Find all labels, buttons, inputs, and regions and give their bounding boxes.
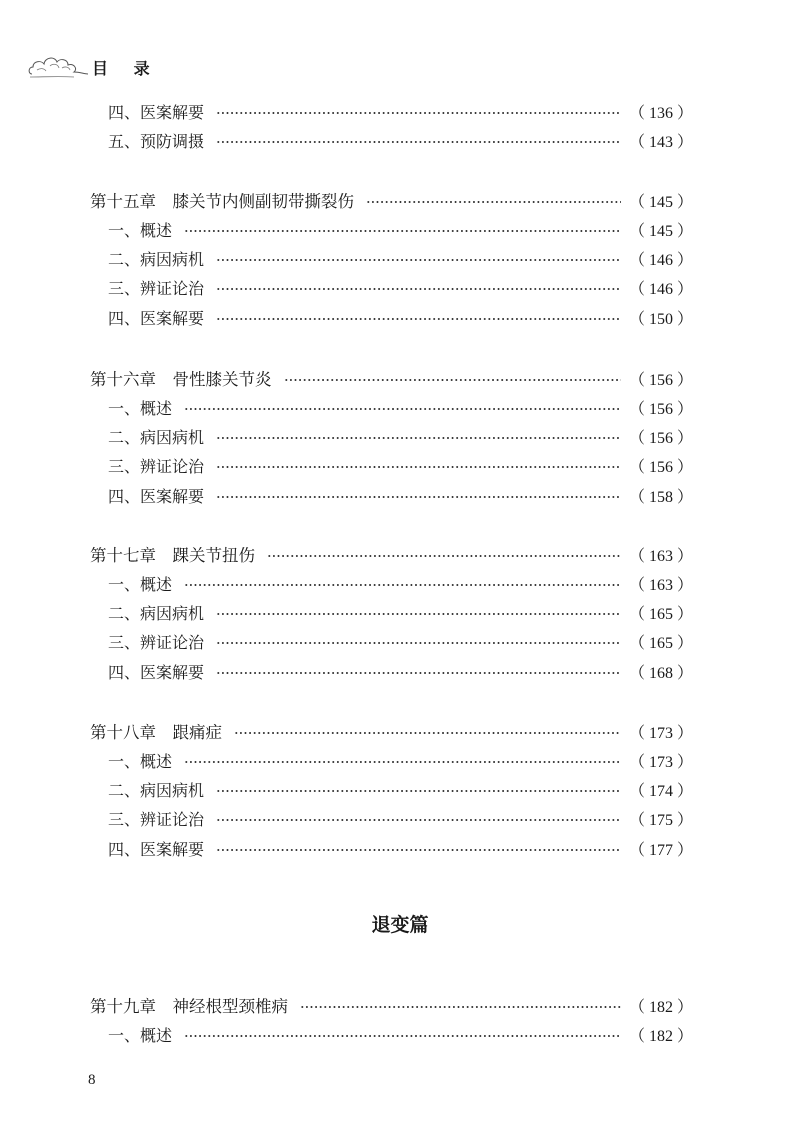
dot-leader bbox=[267, 555, 621, 557]
dot-leader bbox=[184, 584, 621, 586]
dot-leader bbox=[216, 849, 621, 851]
page-reference: （ 156 ） bbox=[628, 429, 693, 447]
toc-section-row[interactable] bbox=[108, 99, 693, 123]
toc-chapter-row[interactable] bbox=[90, 188, 693, 212]
section-label: 三、辨证论治 bbox=[108, 632, 205, 652]
page-reference: （ 182 ） bbox=[628, 1027, 693, 1045]
page-reference: （ 145 ） bbox=[628, 222, 693, 240]
dot-leader bbox=[216, 790, 621, 792]
chapter-label: 第十八章 跟痛症 bbox=[90, 723, 222, 742]
toc-section-row[interactable] bbox=[108, 571, 693, 595]
toc-section-row[interactable] bbox=[108, 748, 693, 772]
section-label: 一、概述 bbox=[108, 398, 173, 418]
toc-section-row[interactable] bbox=[108, 275, 693, 299]
dot-leader bbox=[234, 732, 621, 734]
toc-section-row[interactable] bbox=[108, 128, 693, 152]
section-label: 三、辨证论治 bbox=[108, 809, 205, 829]
part-title: 退变篇 bbox=[371, 914, 429, 936]
dot-leader bbox=[184, 761, 621, 763]
toc-section-row[interactable] bbox=[108, 217, 693, 241]
toc-section-row[interactable] bbox=[108, 659, 693, 683]
dot-leader bbox=[216, 112, 621, 114]
header-title: 目 录 bbox=[92, 59, 160, 78]
page-reference: （ 136 ） bbox=[628, 104, 693, 122]
section-label: 二、病因病机 bbox=[108, 427, 205, 447]
dot-leader bbox=[216, 613, 621, 615]
dot-leader bbox=[216, 288, 621, 290]
toc-section-row[interactable] bbox=[108, 305, 693, 329]
dot-leader bbox=[216, 672, 621, 674]
page-reference: （ 156 ） bbox=[628, 458, 693, 476]
section-label: 四、医案解要 bbox=[108, 662, 205, 682]
section-label: 二、病因病机 bbox=[108, 249, 205, 269]
section-label: 一、概述 bbox=[108, 751, 173, 771]
section-label: 一、概述 bbox=[108, 220, 173, 240]
page-number: 8 bbox=[88, 1072, 96, 1088]
toc-section-row[interactable] bbox=[108, 777, 693, 801]
page-reference: （ 165 ） bbox=[628, 605, 693, 623]
dot-leader bbox=[216, 466, 621, 468]
toc-section-row[interactable] bbox=[108, 424, 693, 448]
dot-leader bbox=[184, 408, 621, 410]
section-label: 二、病因病机 bbox=[108, 603, 205, 623]
section-label: 三、辨证论治 bbox=[108, 278, 205, 298]
section-label: 四、医案解要 bbox=[108, 308, 205, 328]
page-reference: （ 173 ） bbox=[628, 753, 693, 771]
toc-chapter-row[interactable] bbox=[90, 366, 693, 390]
toc-section-row[interactable] bbox=[108, 483, 693, 507]
section-label: 五、预防调摄 bbox=[108, 131, 205, 151]
toc-chapter-row[interactable] bbox=[90, 993, 693, 1017]
toc-section-row[interactable] bbox=[108, 395, 693, 419]
page-reference: （ 175 ） bbox=[628, 811, 693, 829]
toc-section-row[interactable] bbox=[108, 453, 693, 477]
toc-chapter-row[interactable] bbox=[90, 542, 693, 566]
section-label: 二、病因病机 bbox=[108, 780, 205, 800]
dot-leader bbox=[216, 819, 621, 821]
dot-leader bbox=[284, 379, 621, 381]
page-reference: （ 174 ） bbox=[628, 782, 693, 800]
chapter-label: 第十九章 神经根型颈椎病 bbox=[90, 997, 288, 1016]
dot-leader bbox=[216, 259, 621, 261]
toc-section-row[interactable] bbox=[108, 600, 693, 624]
toc-section-row[interactable] bbox=[108, 246, 693, 270]
page-reference: （ 163 ） bbox=[628, 576, 693, 594]
dot-leader bbox=[216, 642, 621, 644]
chapter-label: 第十七章 踝关节扭伤 bbox=[90, 546, 255, 565]
page-reference: （ 146 ） bbox=[628, 251, 693, 269]
page-reference: （ 163 ） bbox=[628, 547, 693, 565]
page-reference: （ 156 ） bbox=[628, 400, 693, 418]
section-label: 四、医案解要 bbox=[108, 839, 205, 859]
page-reference: （ 150 ） bbox=[628, 310, 693, 328]
dot-leader bbox=[216, 437, 621, 439]
toc-section-row[interactable] bbox=[108, 1022, 693, 1046]
toc-section-row[interactable] bbox=[108, 806, 693, 830]
page-reference: （ 143 ） bbox=[628, 133, 693, 151]
dot-leader bbox=[216, 496, 621, 498]
page-reference: （ 158 ） bbox=[628, 488, 693, 506]
dot-leader bbox=[366, 201, 621, 203]
dot-leader bbox=[300, 1006, 621, 1008]
dot-leader bbox=[216, 141, 621, 143]
page-reference: （ 156 ） bbox=[628, 371, 693, 389]
page-reference: （ 146 ） bbox=[628, 280, 693, 298]
page-reference: （ 173 ） bbox=[628, 724, 693, 742]
section-label: 三、辨证论治 bbox=[108, 456, 205, 476]
chapter-label: 第十六章 骨性膝关节炎 bbox=[90, 370, 272, 389]
page-reference: （ 182 ） bbox=[628, 998, 693, 1016]
dot-leader bbox=[184, 230, 621, 232]
toc-section-row[interactable] bbox=[108, 836, 693, 860]
dot-leader bbox=[184, 1035, 621, 1037]
page-reference: （ 145 ） bbox=[628, 193, 693, 211]
dot-leader bbox=[216, 318, 621, 320]
section-label: 一、概述 bbox=[108, 574, 173, 594]
section-label: 四、医案解要 bbox=[108, 102, 205, 122]
section-label: 四、医案解要 bbox=[108, 486, 205, 506]
toc-chapter-row[interactable] bbox=[90, 719, 693, 743]
toc-section-row[interactable] bbox=[108, 629, 693, 653]
section-label: 一、概述 bbox=[108, 1025, 173, 1045]
page-reference: （ 168 ） bbox=[628, 664, 693, 682]
chapter-label: 第十五章 膝关节内侧副韧带撕裂伤 bbox=[90, 192, 354, 211]
page-reference: （ 177 ） bbox=[628, 841, 693, 859]
page-reference: （ 165 ） bbox=[628, 634, 693, 652]
